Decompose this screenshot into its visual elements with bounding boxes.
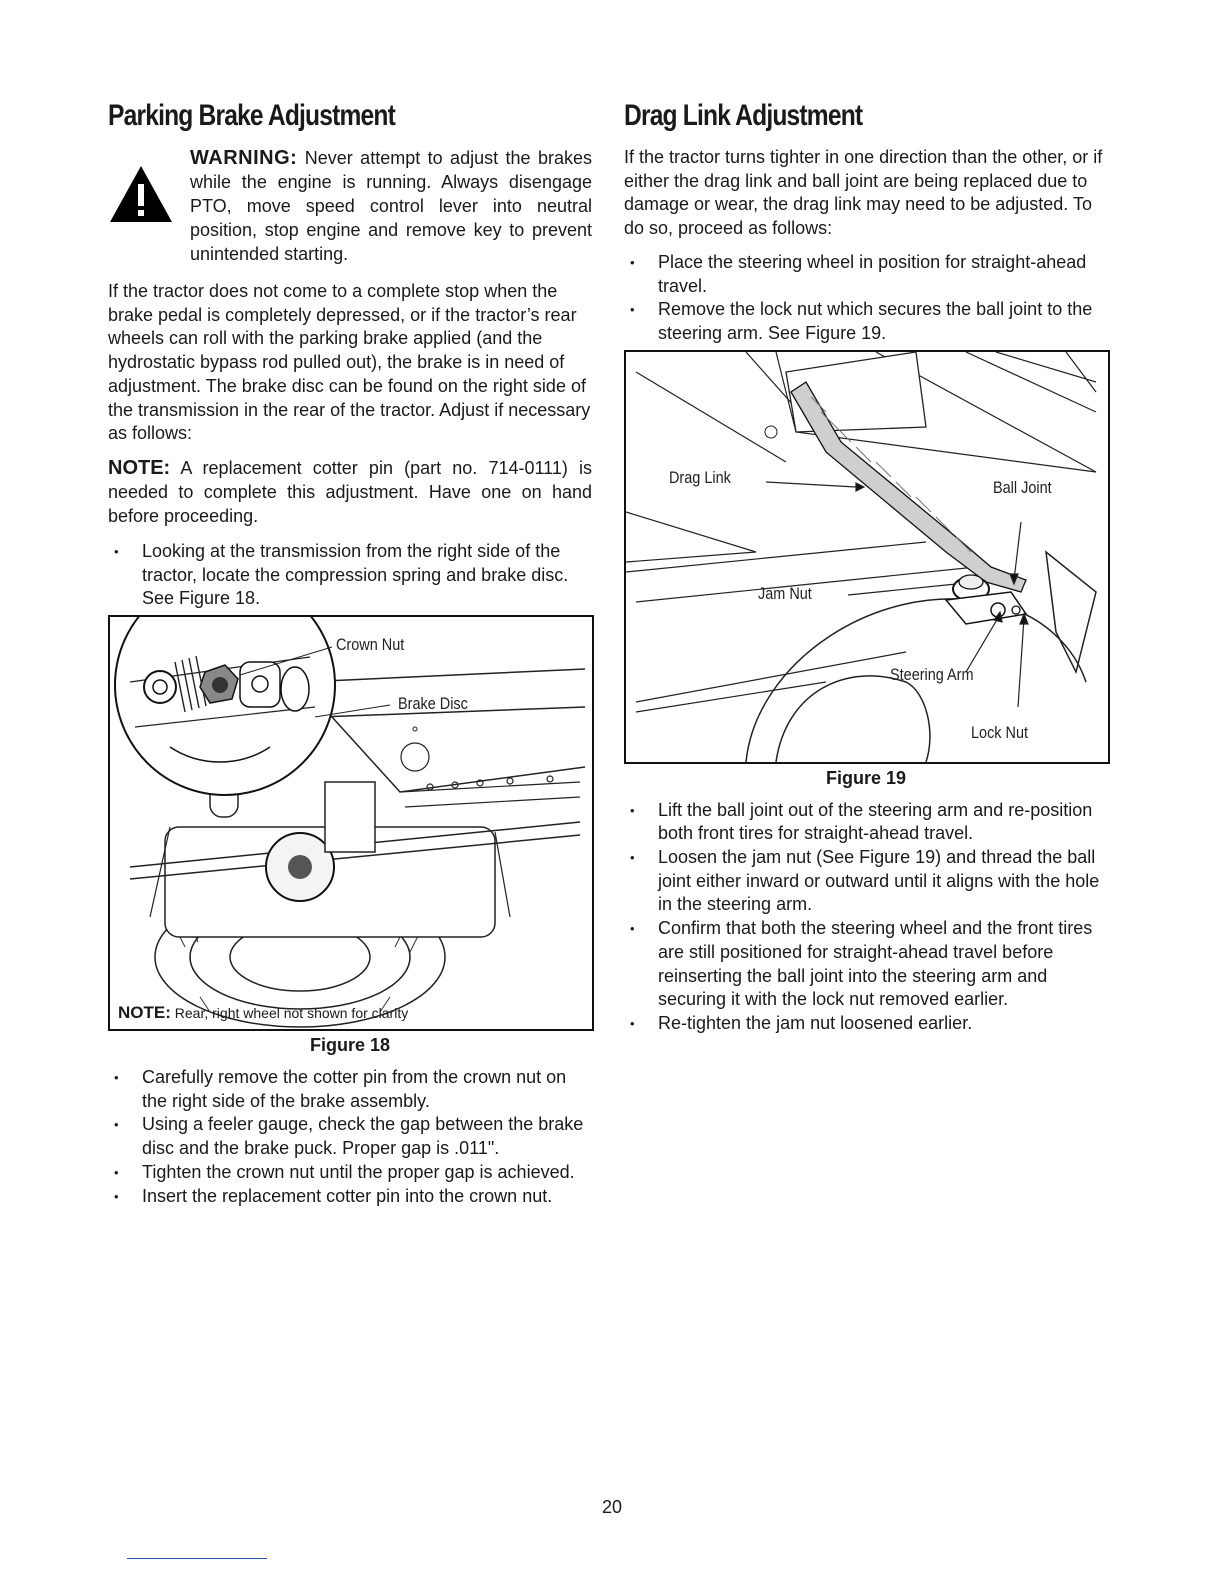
- list-item: • Lift the ball joint out of the steering arm and re-position both front tires for straight-ahead travel.: [624, 799, 1108, 846]
- callout-steering-arm: Steering Arm: [890, 664, 974, 684]
- section-title-drag-link: Drag Link Adjustment: [624, 99, 863, 132]
- figure-18-note-text: Rear, right wheel not shown for clarity: [174, 1005, 409, 1022]
- callout-jam-nut: Jam Nut: [758, 583, 812, 603]
- figure-18: [108, 615, 594, 1031]
- bullet-list-after-fig18: [108, 1066, 592, 1208]
- figure-19-caption: Figure 19: [825, 767, 907, 788]
- footer-rule: [127, 1558, 267, 1559]
- figure-18-caption: Figure 18: [309, 1035, 391, 1056]
- note-body: A replacement cotter pin (part no. 714-0111) is needed to complete this adjustment. Have one on hand before proceeding.: [108, 457, 592, 526]
- callout-ball-joint: Ball Joint: [993, 477, 1052, 497]
- warning-body: Never attempt to adjust the brakes while the engine is running. Always disengage PTO, move speed control lever into neutral position, stop engine and remove key to prevent unintended starting.: [190, 148, 592, 264]
- bullet-list-before-fig18: [108, 540, 592, 611]
- list-item: • Confirm that both the steering wheel and the front tires are still positioned for straight-ahead travel before reinserting the ball joint into the steering arm and securing it with the lock nut removed earlier.: [624, 917, 1108, 1012]
- callout-crown-nut: Crown Nut: [336, 635, 405, 655]
- list-item: • Remove the lock nut which secures the ball joint to the steering arm. See Figure 19.: [624, 298, 1108, 345]
- figure-18-note: [118, 1003, 408, 1023]
- list-item: • Looking at the transmission from the right side of the tractor, locate the compression spring and brake disc. See Figure 18.: [108, 540, 592, 611]
- steering-assembly-illustration: [626, 352, 1108, 762]
- figure-18-note-label: NOTE:: [118, 1003, 171, 1023]
- drag-link-intro: If the tractor turns tighter in one direction than the other, or if either the drag link and ball joint are being replaced due to damage or wear, the drag link may need to be adjusted. To do so, proceed as follows:: [624, 147, 1103, 239]
- callout-drag-link: Drag Link: [669, 467, 731, 487]
- warning-text: [190, 146, 592, 266]
- list-item: • Insert the replacement cotter pin into the crown nut.: [108, 1185, 592, 1209]
- warning-triangle-icon: [108, 164, 174, 224]
- note-label: NOTE:: [108, 456, 171, 479]
- right-column: [624, 96, 1108, 1036]
- section-title-parking-brake: Parking Brake Adjustment: [108, 99, 395, 132]
- callout-lock-nut: Lock Nut: [971, 722, 1029, 742]
- bullet-list-after-fig19: [624, 799, 1108, 1036]
- warning-block: [108, 146, 592, 266]
- warning-label: WARNING:: [190, 147, 298, 169]
- list-item: • Re-tighten the jam nut loosened earlier.: [624, 1012, 1108, 1036]
- list-item: • Carefully remove the cotter pin from the crown nut on the right side of the brake assembly.: [108, 1066, 592, 1113]
- left-column: [108, 96, 592, 1208]
- list-item: • Using a feeler gauge, check the gap between the brake disc and the brake puck. Proper gap is .011".: [108, 1113, 592, 1160]
- brake-assembly-illustration: [110, 617, 592, 1029]
- figure-19: [624, 350, 1110, 764]
- list-item: • Place the steering wheel in position for straight-ahead travel.: [624, 251, 1108, 298]
- callout-brake-disc: Brake Disc: [398, 694, 468, 714]
- list-item: • Loosen the jam nut (See Figure 19) and thread the ball joint either inward or outward until it aligns with the hole in the steering arm.: [624, 846, 1108, 917]
- note-paragraph: [108, 456, 592, 528]
- parking-brake-intro: If the tractor does not come to a complete stop when the brake pedal is completely depressed, or if the tractor’s rear wheels can roll with the parking brake applied (and the hydrostatic bypass rod pulled out), the brake is in need of adjustment. The brake disc can be found on the right side of the transmission in the rear of the tractor. Adjust if necessary as follows:: [108, 281, 591, 444]
- page-number: 20: [601, 1497, 623, 1517]
- list-item: • Tighten the crown nut until the proper gap is achieved.: [108, 1161, 592, 1185]
- bullet-list-before-fig19: [624, 251, 1108, 346]
